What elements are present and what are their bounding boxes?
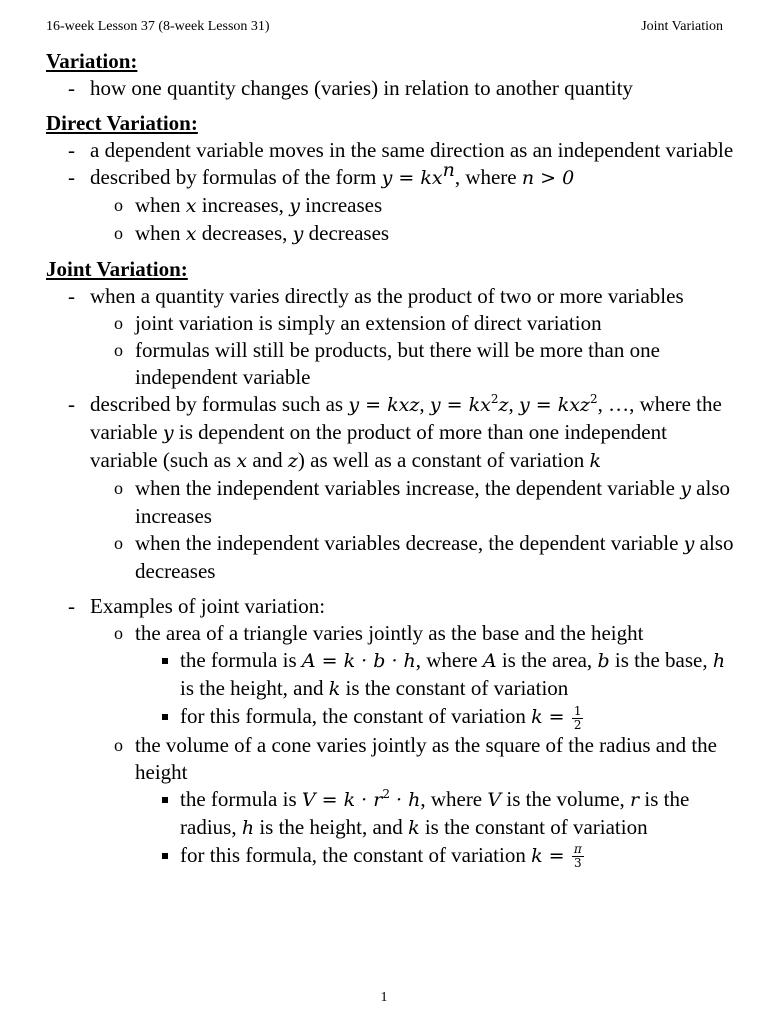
page-content [46,48,736,870]
example-triangle: o the area of a triangle varies jointly as the base and the height [46,620,736,647]
cone-formula: the formula is $V = k \cdot r^2 \cdot h$, where V is the volume, r is the radius, h is the height, and k is the constant of variation [46,786,736,842]
joint-sub-extension: o joint variation is simply an extension of direct variation [46,310,736,337]
joint-sub-products: o formulas will still be products, but there will be more than one independent variable [46,337,736,391]
joint-bullet-1: - when a quantity varies directly as the product of two or more variables [46,283,736,310]
joint-sub-increase: o when the independent variables increase, the dependent variable y also increases [46,475,736,530]
section-title-joint-variation: Joint Variation: [46,257,188,281]
example-cone: o the volume of a cone varies jointly as the square of the radius and the height [46,732,736,786]
direct-sub-decrease: o when x decreases, y decreases [46,220,736,248]
math-direct-form: y = kx [381,167,443,189]
header-lesson: 16-week Lesson 37 (8-week Lesson 31) [46,19,270,34]
joint-bullet-2: - described by formulas such as y = kxz, $y = kx^2z$, y = kxz$^2$, …, where the variable y is dependent on the product of more than one independent variable (such as x and z) as well as a constant of variation k [46,391,736,475]
page-number: 1 [380,990,388,1005]
math-condition: n > 0 [521,167,575,189]
direct-bullet-2: - described by formulas of the form $y = kx^n$, where n > 0 [46,164,736,192]
examples-bullet: - Examples of joint variation: [46,593,736,620]
header-topic: Joint Variation [641,19,723,34]
section-title-direct-variation: Direct Variation: [46,111,198,135]
direct-sub-increase: o when x increases, y increases [46,192,736,220]
fraction-pi-over-three: $\frac{\pi}{3}$ [573,842,582,871]
joint-sub-decrease: o when the independent variables decrease, the dependent variable y also decreases [46,530,736,585]
fraction-one-half: $\frac{1}{2}$ [573,703,582,732]
math-exponent-n: n [442,159,455,181]
direct-bullet-1: - a dependent variable moves in the same direction as an independent variable [46,137,736,164]
section-title-variation: Variation: [46,49,138,73]
variation-definition: - how one quantity changes (varies) in relation to another quantity [46,75,736,102]
triangle-constant: for this formula, the constant of variation k = $\frac{1}{2}$ [46,703,736,732]
cone-constant: for this formula, the constant of variation k = $\frac{\pi}{3}$ [46,842,736,871]
triangle-formula: the formula is A = k · b · h, where A is the area, b is the base, h is the height, and k is the constant of variation [46,647,736,703]
